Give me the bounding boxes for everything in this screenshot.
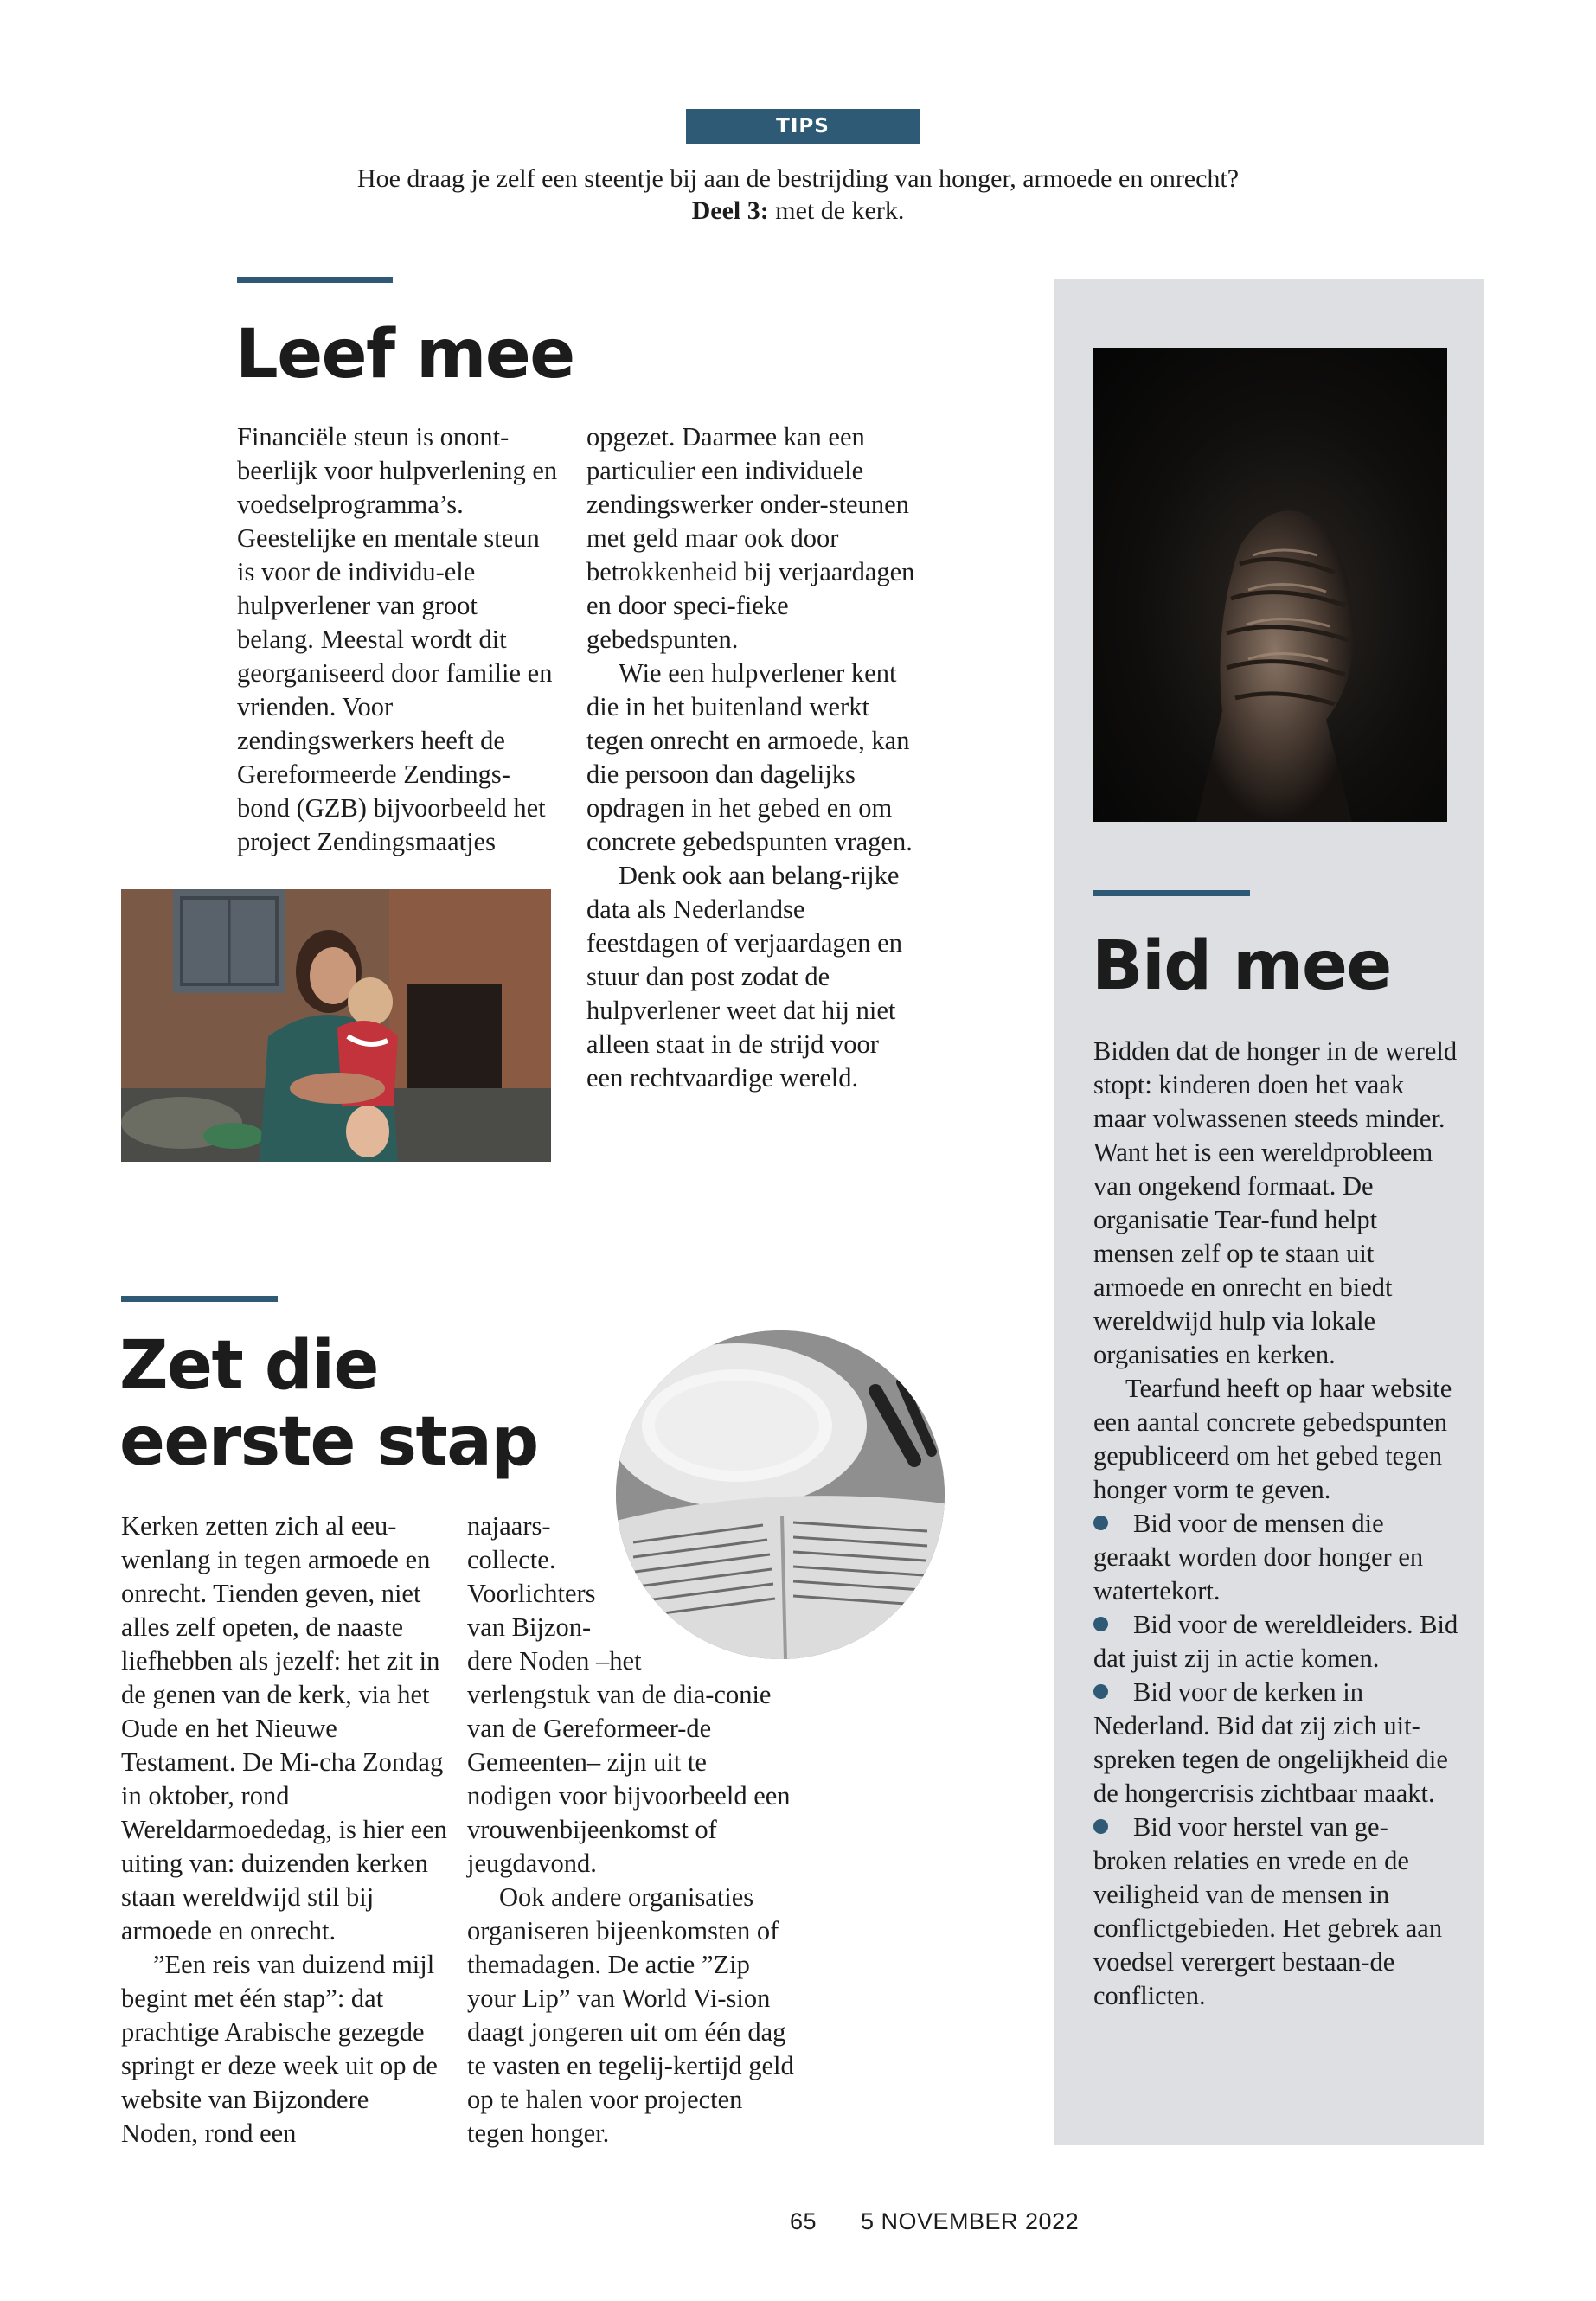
zet-die-col2-p2: Ook andere organisaties organiseren bijeenkomsten of themadagen. De actie ”Zip your Lip” van World Vi-sion daagt jongeren uit om één dag te vasten en tegelij-kertijd geld op te halen voor projecten tegen honger. [467,1882,794,2148]
bid-mee-bullet-1 [1093,1507,1460,1608]
photo-mother-child [121,889,551,1162]
zet-die-col1-p1: Kerken zetten zich al eeu-wenlang in tegen armoede en onrecht. Tienden geven, niet alles zelf opeten, de naaste liefhebben als jezelf: het zit in de genen van de kerk, via het Oude en het Nieuwe Testament. De Mi-cha Zondag in oktober, rond Wereldarmoededag, is hier een uiting van: duizenden kerken staan wereldwijd stil bij armoede en onrecht. [121,1511,447,1945]
leef-mee-col1 [237,420,559,859]
zet-die-col2 [467,1509,796,2150]
tips-badge: TIPS [686,109,920,144]
zet-die-col1 [121,1509,450,2150]
zet-die-col2-line-5: dere Noden –het [467,1646,642,1676]
leef-mee-col2-p2: Wie een hulpverlener kent die in het buitenland werkt tegen onrecht en armoede, kan die persoon dan dagelijks opdragen in het gebed en om concrete gebedspunten vragen. [586,658,913,856]
bullet-dot-icon [1093,1516,1108,1530]
photo-mother-child-svg [121,889,551,1162]
leef-mee-col2 [586,420,915,1095]
leef-mee-col2-p3: Denk ook aan belang-rijke data als Nederlandse feestdagen of verjaardagen en stuur dan post zodat de hulpverlener weet dat hij niet alleen staat in de strijd voor een rechtvaardige wereld. [586,861,902,1093]
zet-die-title-line1: Zet die [119,1327,378,1405]
bid-mee-p2: Tearfund heeft op haar website een aantal concrete gebedspunten gepubliceerd om het gebed tegen honger vorm te geven. [1093,1374,1452,1504]
leef-mee-col1-text: Financiële steun is onont-beerlijk voor hulpverlening en voedselprogramma’s. Geestelijke en mentale steun is voor de individu-ele hulpverlener van groot belang. Meestal wordt dit georganiseerd door familie en vrienden. Voor zendingswerkers heeft de Gereformeerde Zendings-bond (GZB) bijvoorbeeld het project Zendingsmaatjes [237,422,558,856]
part-text: met de kerk. [768,196,905,225]
bullet-dot-icon [1093,1617,1108,1631]
bullet-dot-icon [1093,1684,1108,1699]
bid-mee-rule [1093,890,1250,896]
zet-die-col2-line-2: collecte. [467,1545,556,1574]
leef-mee-rule [237,277,393,283]
zet-die-col2-p1 [467,1509,796,1881]
part-label: Deel 3: [691,196,769,225]
bid-mee-bullet-3-text: Bid voor de kerken in Nederland. Bid dat zij zich uit-spreken tegen de ongelijkheid die de hongercrisis zichtbaar maakt. [1093,1677,1448,1808]
leef-mee-col2-p1: opgezet. Daarmee kan een particulier een individuele zendingswerker onder-steunen met geld maar ook door betrokkenheid bij verjaardagen en door speci-fieke gebedspunten. [586,422,915,654]
bullet-dot-icon [1093,1819,1108,1834]
photo-praying-hands-svg [1093,348,1447,822]
bid-mee-bullet-2-text: Bid voor de wereldleiders. Bid dat juist zij in actie komen. [1093,1610,1458,1673]
zet-die-col2-line-1: najaars- [467,1511,551,1541]
zet-die-col2-line-4: van Bijzon- [467,1612,592,1642]
zet-die-col1-p2: ”Een reis van duizend mijl begint met één stap”: dat prachtige Arabische gezegde springt er deze week uit op de website van Bijzondere Noden, rond een [121,1950,438,2148]
bid-mee-bullet-3 [1093,1676,1460,1811]
intro-part [260,195,1336,227]
issue-date: 5 NOVEMBER 2022 [861,2208,1080,2234]
intro-text [260,163,1336,227]
bid-mee-bullet-2 [1093,1608,1460,1676]
zet-die-rule [121,1296,278,1302]
bid-mee-title: Bid mee [1092,927,1391,1005]
bid-mee-bullet-1-text: Bid voor de mensen die geraakt worden door honger en watertekort. [1093,1509,1424,1606]
zet-die-col2-line-3: Voorlichters [467,1579,596,1608]
leef-mee-title: Leef mee [235,316,574,394]
page-number: 65 [790,2208,817,2234]
photo-praying-hands [1093,348,1447,822]
zet-die-title [119,1328,538,1480]
intro-question: Hoe draag je zelf een steentje bij aan de bestrijding van honger, armoede en onrecht? [356,164,1240,193]
bid-mee-bullet-4 [1093,1811,1460,2013]
bid-mee-p1: Bidden dat de honger in de wereld stopt: kinderen doen het vaak maar volwassenen steeds minder. Want het is een wereldprobleem van ongekend formaat. De organisatie Tear-fund helpt mensen zelf op te staan uit armoede en onrecht en biedt wereldwijd hulp via lokale organisaties en kerken. [1093,1036,1458,1369]
bid-mee-body [1093,1035,1460,2013]
zet-die-col2-rest: verlengstuk van de dia-conie van de Gereformeer-de Gemeenten– zijn uit te nodigen voor bijvoorbeeld een vrouwenbijeenkomst of jeugdavond. [467,1680,791,1878]
zet-die-title-line2: eerste stap [119,1403,538,1481]
bid-mee-bullet-4-text: Bid voor herstel van ge-broken relaties en vrede en de veiligheid van de mensen in conflictgebieden. Het gebrek aan voedsel verergert bestaan-de conflicten. [1093,1812,1443,2010]
